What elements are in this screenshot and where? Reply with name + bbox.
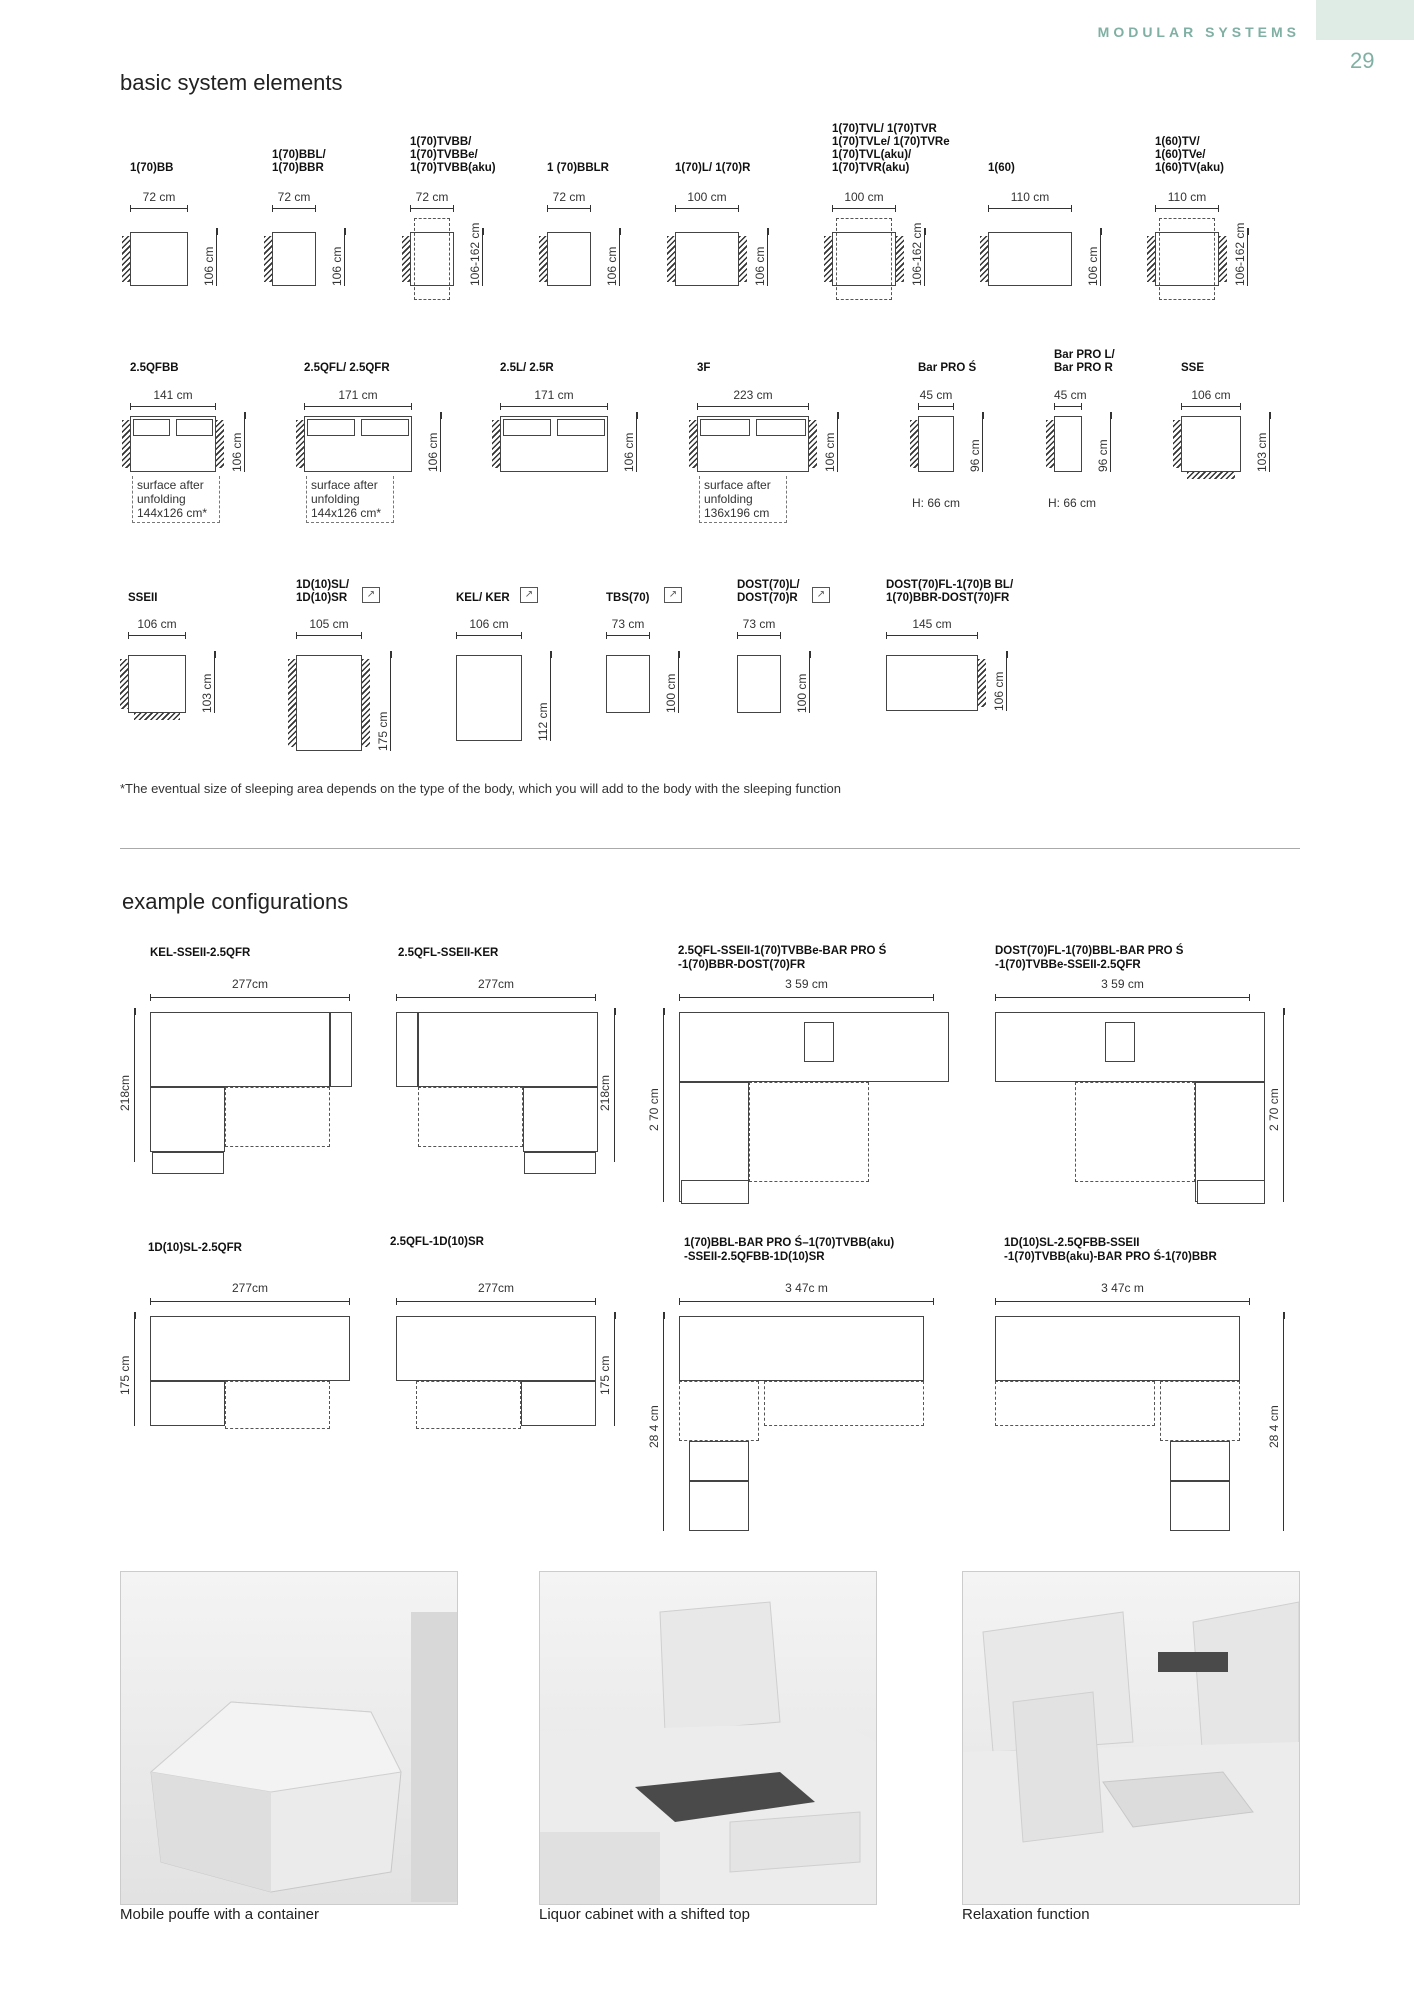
height-note: H: 66 cm bbox=[912, 496, 961, 510]
element-height: 106 cm bbox=[823, 432, 837, 472]
configuration-height: 218cm bbox=[598, 1074, 612, 1111]
height-dimension-line bbox=[678, 655, 679, 713]
width-dimension-line bbox=[396, 1301, 596, 1302]
width-dimension-line bbox=[456, 635, 522, 636]
height-dimension-line bbox=[244, 416, 245, 472]
width-dimension-line bbox=[995, 1301, 1250, 1302]
sofa-module bbox=[150, 1012, 330, 1087]
element-name: 2.5QFBB bbox=[130, 362, 179, 374]
sofa-module bbox=[330, 1012, 352, 1087]
caption-relaxation: Relaxation function bbox=[962, 1906, 1090, 1923]
element-name: 1(70)BBL/ 1(70)BBR bbox=[272, 149, 326, 174]
element-body bbox=[1181, 416, 1241, 472]
width-dimension-line bbox=[697, 406, 809, 407]
sofa-module bbox=[681, 1180, 749, 1204]
configuration-width: 277cm bbox=[231, 977, 269, 991]
height-dimension-line bbox=[344, 232, 345, 286]
element-body bbox=[456, 655, 522, 741]
configuration-height: 175 cm bbox=[598, 1355, 612, 1395]
element-name: Bar PRO L/ Bar PRO R bbox=[1054, 349, 1115, 374]
element-height: 103 cm bbox=[200, 673, 214, 713]
element-width: 110 cm bbox=[1167, 190, 1207, 204]
width-dimension-line bbox=[918, 406, 954, 407]
configuration-width: 3 59 cm bbox=[785, 977, 828, 991]
unfolding-area bbox=[764, 1381, 924, 1426]
element-body bbox=[272, 232, 316, 286]
width-dimension-line bbox=[130, 406, 216, 407]
backrest bbox=[176, 419, 213, 436]
width-dimension-line bbox=[296, 635, 362, 636]
element-width: 72 cm bbox=[142, 190, 176, 204]
sofa-module bbox=[396, 1316, 596, 1381]
element-height: 106 cm bbox=[992, 671, 1006, 711]
caption-pouffe: Mobile pouffe with a container bbox=[120, 1906, 320, 1923]
width-dimension-line bbox=[988, 208, 1072, 209]
sofa-module bbox=[396, 1012, 418, 1087]
element-name: KEL/ KER bbox=[456, 592, 510, 604]
element-height: 106 cm bbox=[202, 246, 216, 286]
width-dimension-line bbox=[606, 635, 650, 636]
configuration-width: 277cm bbox=[477, 1281, 515, 1295]
wall-hatch-left bbox=[1046, 420, 1054, 468]
width-dimension-line bbox=[150, 1301, 350, 1302]
element-width: 145 cm bbox=[912, 617, 952, 631]
element-width: 105 cm bbox=[309, 617, 349, 631]
width-dimension-line bbox=[500, 406, 608, 407]
wall-hatch-left bbox=[264, 236, 272, 282]
photo-liquor-cabinet bbox=[539, 1571, 877, 1905]
element-width: 72 cm bbox=[415, 190, 449, 204]
configurations-heading: example configurations bbox=[122, 889, 349, 914]
element-name: Bar PRO Ś bbox=[918, 362, 977, 374]
wall-hatch-right bbox=[216, 420, 224, 468]
configuration-height: 175 cm bbox=[118, 1355, 132, 1395]
width-dimension-line bbox=[675, 208, 739, 209]
element-width: 106 cm bbox=[1191, 388, 1231, 402]
page-number: 29 bbox=[1350, 48, 1375, 73]
wall-hatch-right bbox=[809, 420, 817, 468]
wall-hatch-right bbox=[739, 236, 747, 282]
configuration-height: 2 70 cm bbox=[1267, 1088, 1281, 1131]
wall-hatch-left bbox=[402, 236, 410, 282]
unfolding-area bbox=[679, 1381, 759, 1441]
width-dimension-line bbox=[1054, 406, 1082, 407]
configuration-height: 218cm bbox=[118, 1074, 132, 1111]
element-name: TBS(70) bbox=[606, 592, 650, 604]
element-name: SSEII bbox=[128, 592, 158, 604]
element-height: 106-162 cm bbox=[468, 222, 482, 286]
headrest-extension bbox=[414, 218, 450, 300]
wall-hatch-left bbox=[1173, 420, 1181, 468]
height-dimension-line bbox=[663, 1012, 664, 1202]
element-name: DOST(70)FL-1(70)B BL/ 1(70)BBR-DOST(70)FR bbox=[886, 579, 1014, 604]
wall-hatch-right bbox=[896, 236, 904, 282]
width-dimension-line bbox=[304, 406, 412, 407]
width-dimension-line bbox=[995, 997, 1250, 998]
width-dimension-line bbox=[1181, 406, 1241, 407]
element-body bbox=[737, 655, 781, 713]
configuration-name: 2.5QFL-1D(10)SR bbox=[390, 1236, 484, 1248]
configuration-width: 277cm bbox=[477, 977, 515, 991]
element-name: SSE bbox=[1181, 362, 1205, 374]
width-dimension-line bbox=[410, 208, 454, 209]
element-height: 103 cm bbox=[1255, 432, 1269, 472]
unfolding-note: surface after unfolding 136x196 cm bbox=[699, 476, 787, 523]
height-dimension-line bbox=[982, 416, 983, 472]
element-name: 2.5QFL/ 2.5QFR bbox=[304, 362, 390, 374]
element-height: 100 cm bbox=[795, 673, 809, 713]
unfolding-area bbox=[1075, 1082, 1195, 1182]
unfolding-area bbox=[225, 1381, 330, 1429]
configuration-width: 3 59 cm bbox=[1101, 977, 1144, 991]
wall-hatch-left bbox=[824, 236, 832, 282]
sofa-module bbox=[1105, 1022, 1135, 1062]
element-width: 100 cm bbox=[687, 190, 727, 204]
element-body bbox=[1054, 416, 1082, 472]
element-height: 100 cm bbox=[664, 673, 678, 713]
element-body bbox=[547, 232, 591, 286]
configuration-name: 2.5QFL-SSEII-KER bbox=[398, 947, 499, 959]
function-icon: ↗ bbox=[362, 587, 380, 603]
configuration-name: DOST(70)FL-1(70)BBL-BAR PRO Ś -1(70)TVBBe-SSEII-2.5QFR bbox=[995, 945, 1184, 971]
sofa-module bbox=[523, 1087, 598, 1152]
backrest bbox=[557, 419, 605, 436]
sofa-module bbox=[689, 1481, 749, 1531]
height-dimension-line bbox=[1110, 416, 1111, 472]
height-dimension-line bbox=[550, 655, 551, 741]
backrest bbox=[307, 419, 355, 436]
element-height: 106-162 cm bbox=[910, 222, 924, 286]
wall-hatch-left bbox=[120, 659, 128, 709]
sofa-module bbox=[418, 1012, 598, 1087]
element-width: 110 cm bbox=[1010, 190, 1050, 204]
height-dimension-line bbox=[1283, 1316, 1284, 1531]
element-name: 1(60) bbox=[988, 162, 1015, 174]
height-dimension-line bbox=[390, 655, 391, 751]
sofa-module bbox=[689, 1441, 749, 1481]
sofa-module bbox=[521, 1381, 596, 1426]
wall-hatch-bottom bbox=[1187, 472, 1235, 479]
unfolding-area bbox=[418, 1087, 523, 1147]
element-name: 1(60)TV/ 1(60)TVe/ 1(60)TV(aku) bbox=[1155, 136, 1225, 174]
element-height: 96 cm bbox=[968, 439, 982, 472]
configuration-name: 1D(10)SL-2.5QFR bbox=[148, 1242, 242, 1254]
height-dimension-line bbox=[636, 416, 637, 472]
element-width: 73 cm bbox=[742, 617, 776, 631]
height-note: H: 66 cm bbox=[1048, 496, 1097, 510]
footnote: *The eventual size of sleeping area depends on the type of the body, which you will add to the body with the sleeping function bbox=[120, 781, 842, 796]
headrest-extension bbox=[1159, 218, 1215, 300]
height-dimension-line bbox=[1100, 232, 1101, 286]
width-dimension-line bbox=[1155, 208, 1219, 209]
element-width: 45 cm bbox=[1054, 388, 1087, 402]
backrest bbox=[756, 419, 806, 436]
photo-pouffe bbox=[120, 1571, 458, 1905]
height-dimension-line bbox=[1283, 1012, 1284, 1202]
element-body bbox=[130, 232, 188, 286]
element-name: DOST(70)L/ DOST(70)R bbox=[737, 579, 800, 604]
wall-hatch-left bbox=[539, 236, 547, 282]
unfolding-note: surface after unfolding 144x126 cm* bbox=[306, 476, 394, 523]
width-dimension-line bbox=[150, 997, 350, 998]
basic-elements-heading: basic system elements bbox=[120, 70, 343, 95]
wall-hatch-left bbox=[288, 659, 296, 747]
height-dimension-line bbox=[614, 1012, 615, 1162]
wall-hatch-left bbox=[122, 236, 130, 282]
element-height: 106 cm bbox=[1086, 246, 1100, 286]
width-dimension-line bbox=[832, 208, 896, 209]
sofa-module bbox=[150, 1087, 225, 1152]
function-icon: ↗ bbox=[664, 587, 682, 603]
wall-hatch-right bbox=[978, 659, 986, 707]
element-height: 112 cm bbox=[536, 702, 550, 741]
wall-hatch-left bbox=[492, 420, 500, 468]
element-height: 106 cm bbox=[605, 246, 619, 286]
element-body bbox=[606, 655, 650, 713]
width-dimension-line bbox=[396, 997, 596, 998]
height-dimension-line bbox=[809, 655, 810, 713]
element-body bbox=[128, 655, 186, 713]
element-width: 72 cm bbox=[552, 190, 586, 204]
configuration-name: 1(70)BBL-BAR PRO Ś–1(70)TVBB(aku) -SSEII-2.5QFBB-1D(10)SR bbox=[684, 1237, 895, 1263]
element-name: 1(70)TVBB/ 1(70)TVBBe/ 1(70)TVBB(aku) bbox=[410, 136, 496, 174]
height-dimension-line bbox=[482, 232, 483, 286]
element-width: 171 cm bbox=[338, 388, 378, 402]
element-name: 1(70)TVL/ 1(70)TVR 1(70)TVLe/ 1(70)TVRe 1(70)TVL(aku)/ 1(70)TVR(aku) bbox=[832, 123, 950, 174]
sofa-module bbox=[1170, 1481, 1230, 1531]
sofa-module bbox=[152, 1152, 224, 1174]
element-height: 106 cm bbox=[753, 246, 767, 286]
element-width: 72 cm bbox=[277, 190, 311, 204]
wall-hatch-right bbox=[362, 659, 370, 747]
element-body bbox=[886, 655, 978, 711]
element-height: 106 cm bbox=[230, 432, 244, 472]
unfolding-area bbox=[995, 1381, 1155, 1426]
sofa-module bbox=[524, 1152, 596, 1174]
height-dimension-line bbox=[924, 232, 925, 286]
configuration-height: 28 4 cm bbox=[1267, 1404, 1281, 1448]
height-dimension-line bbox=[1006, 655, 1007, 711]
sofa-module bbox=[804, 1022, 834, 1062]
unfolding-area bbox=[1160, 1381, 1240, 1441]
configuration-name: KEL-SSEII-2.5QFR bbox=[150, 947, 251, 959]
element-width: 73 cm bbox=[611, 617, 645, 631]
backrest bbox=[361, 419, 409, 436]
header-accent-band bbox=[1316, 0, 1414, 40]
element-width: 106 cm bbox=[469, 617, 509, 631]
sofa-module bbox=[150, 1381, 225, 1426]
width-dimension-line bbox=[737, 635, 781, 636]
element-body bbox=[296, 655, 362, 751]
sofa-module bbox=[995, 1316, 1240, 1381]
wall-hatch-left bbox=[980, 236, 988, 282]
sofa-module bbox=[1197, 1180, 1265, 1204]
height-dimension-line bbox=[214, 655, 215, 713]
element-height: 106 cm bbox=[330, 246, 344, 286]
photo-relaxation bbox=[962, 1571, 1300, 1905]
element-width: 45 cm bbox=[919, 388, 953, 402]
configuration-width: 3 47c m bbox=[785, 1281, 828, 1295]
element-width: 171 cm bbox=[534, 388, 574, 402]
configuration-name: 1D(10)SL-2.5QFBB-SSEII -1(70)TVBB(aku)-BAR PRO Ś-1(70)BBR bbox=[1004, 1237, 1217, 1263]
headrest-extension bbox=[836, 218, 892, 300]
height-dimension-line bbox=[216, 232, 217, 286]
function-icon: ↗ bbox=[520, 587, 538, 603]
width-dimension-line bbox=[547, 208, 591, 209]
unfolding-area bbox=[749, 1082, 869, 1182]
configuration-height: 2 70 cm bbox=[647, 1088, 661, 1131]
wall-hatch-left bbox=[122, 420, 130, 468]
height-dimension-line bbox=[837, 416, 838, 472]
wall-hatch-left bbox=[1147, 236, 1155, 282]
backrest bbox=[700, 419, 750, 436]
height-dimension-line bbox=[614, 1316, 615, 1426]
element-body bbox=[675, 232, 739, 286]
element-name: 1 (70)BBLR bbox=[547, 162, 609, 174]
height-dimension-line bbox=[440, 416, 441, 472]
wall-hatch-left bbox=[296, 420, 304, 468]
height-dimension-line bbox=[1269, 416, 1270, 472]
caption-liquor-cabinet: Liquor cabinet with a shifted top bbox=[539, 1906, 750, 1923]
element-name: 3F bbox=[697, 362, 711, 374]
unfolding-note: surface after unfolding 144x126 cm* bbox=[132, 476, 220, 523]
configuration-width: 277cm bbox=[231, 1281, 269, 1295]
element-height: 175 cm bbox=[376, 711, 390, 751]
element-name: 1D(10)SL/ 1D(10)SR bbox=[296, 579, 350, 604]
sofa-module bbox=[1170, 1441, 1230, 1481]
element-width: 223 cm bbox=[733, 388, 773, 402]
height-dimension-line bbox=[134, 1316, 135, 1426]
configuration-height: 28 4 cm bbox=[647, 1404, 661, 1448]
element-height: 106 cm bbox=[622, 432, 636, 472]
wall-hatch-left bbox=[667, 236, 675, 282]
section-title: MODULAR SYSTEMS bbox=[1097, 24, 1300, 40]
element-name: 2.5L/ 2.5R bbox=[500, 362, 554, 374]
width-dimension-line bbox=[679, 1301, 934, 1302]
backrest bbox=[503, 419, 551, 436]
width-dimension-line bbox=[128, 635, 186, 636]
height-dimension-line bbox=[663, 1316, 664, 1531]
unfolding-area bbox=[416, 1381, 521, 1429]
height-dimension-line bbox=[1247, 232, 1248, 286]
height-dimension-line bbox=[767, 232, 768, 286]
element-name: 1(70)BB bbox=[130, 162, 174, 174]
wall-hatch-bottom bbox=[134, 713, 180, 720]
element-height: 96 cm bbox=[1096, 439, 1110, 472]
element-body bbox=[988, 232, 1072, 286]
element-name: 1(70)L/ 1(70)R bbox=[675, 162, 751, 174]
backrest bbox=[133, 419, 170, 436]
width-dimension-line bbox=[886, 635, 978, 636]
element-width: 106 cm bbox=[137, 617, 177, 631]
configuration-name: 2.5QFL-SSEII-1(70)TVBBe-BAR PRO Ś -1(70)BBR-DOST(70)FR bbox=[678, 945, 887, 971]
element-width: 100 cm bbox=[844, 190, 884, 204]
height-dimension-line bbox=[134, 1012, 135, 1162]
function-icon: ↗ bbox=[812, 587, 830, 603]
width-dimension-line bbox=[679, 997, 934, 998]
sofa-module bbox=[679, 1316, 924, 1381]
section-divider bbox=[120, 848, 1300, 849]
configuration-width: 3 47c m bbox=[1101, 1281, 1144, 1295]
element-height: 106 cm bbox=[426, 432, 440, 472]
element-body bbox=[918, 416, 954, 472]
element-height: 106-162 cm bbox=[1233, 222, 1247, 286]
height-dimension-line bbox=[619, 232, 620, 286]
unfolding-area bbox=[225, 1087, 330, 1147]
wall-hatch-left bbox=[910, 420, 918, 468]
sofa-module bbox=[150, 1316, 350, 1381]
wall-hatch-right bbox=[1219, 236, 1227, 282]
width-dimension-line bbox=[130, 208, 188, 209]
wall-hatch-left bbox=[689, 420, 697, 468]
width-dimension-line bbox=[272, 208, 316, 209]
element-width: 141 cm bbox=[153, 388, 193, 402]
